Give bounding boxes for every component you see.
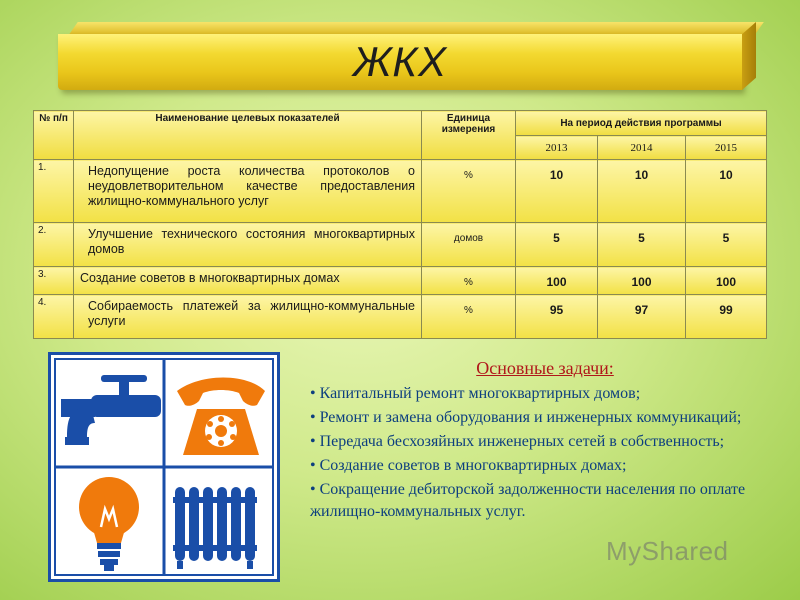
task-text: Капитальный ремонт многоквартирных домов;: [319, 385, 641, 402]
list-item: • Передача бесхозяйных инженерных сетей в собственность;: [310, 433, 725, 450]
row-unit: %: [422, 267, 516, 295]
row-value-2014: 10: [598, 160, 686, 223]
page-title: ЖКХ: [352, 38, 448, 85]
header-no: № п/п: [34, 111, 74, 160]
list-item: • Создание советов в многоквартирных домах;: [310, 457, 627, 474]
row-indicator-name: Собираемость платежей за жилищно-коммунальные услуги: [74, 295, 422, 339]
indicators-table: [33, 110, 767, 339]
row-value-2013: 5: [516, 223, 598, 267]
table-row: [34, 295, 767, 339]
row-number: 2.: [34, 223, 74, 267]
list-item: • Сокращение дебиторской задолженности населения по оплате жилищно-коммунальных услуг.: [310, 481, 746, 520]
header-year-2015: 2015: [686, 136, 767, 160]
table-row: [34, 223, 767, 267]
row-unit: %: [422, 295, 516, 339]
main-tasks-section: [310, 358, 780, 525]
task-text: Создание советов в многоквартирных домах;: [319, 457, 627, 474]
row-value-2013: 100: [516, 267, 598, 295]
header-year-2014: 2014: [598, 136, 686, 160]
row-value-2015: 99: [686, 295, 767, 339]
table-row: [34, 267, 767, 295]
row-value-2013: 10: [516, 160, 598, 223]
list-item: • Ремонт и замена оборудования и инженерных коммуникаций;: [310, 409, 742, 426]
watermark-text: MyShared: [606, 536, 729, 566]
row-indicator-name: Создание советов в многоквартирных домах: [74, 267, 422, 295]
header-period: На период действия программы: [516, 111, 767, 136]
utilities-pictogram: [48, 352, 280, 582]
light-bulb-icon: [79, 477, 139, 571]
watermark-logo: [606, 536, 729, 567]
row-number: 1.: [34, 160, 74, 223]
header-unit: Единица измерения: [422, 111, 516, 160]
row-value-2015: 100: [686, 267, 767, 295]
row-indicator-name: Улучшение технического состояния многоквартирных домов: [74, 223, 422, 267]
task-text: Передача бесхозяйных инженерных сетей в собственность;: [319, 433, 725, 450]
list-item: • Капитальный ремонт многоквартирных домов;: [310, 385, 641, 402]
tasks-list: [310, 383, 780, 523]
tasks-heading: Основные задачи:: [476, 358, 614, 378]
row-number: 3.: [34, 267, 74, 295]
header-year-2013: 2013: [516, 136, 598, 160]
radiator-icon: [173, 487, 257, 569]
task-text: Ремонт и замена оборудования и инженерных коммуникаций;: [319, 409, 742, 426]
row-value-2014: 100: [598, 267, 686, 295]
row-value-2014: 97: [598, 295, 686, 339]
title-banner: [58, 22, 756, 90]
row-number: 4.: [34, 295, 74, 339]
header-name: Наименование целевых показателей: [74, 111, 422, 160]
row-value-2013: 95: [516, 295, 598, 339]
row-indicator-name: Недопущение роста количества протоколов о неудовлетворительном качестве предоставления жилищно-коммунального услуг: [74, 160, 422, 223]
telephone-icon: [177, 378, 265, 456]
task-text: Сокращение дебиторской задолженности населения по оплате жилищно-коммунальных услуг.: [310, 481, 746, 520]
water-tap-icon: [61, 375, 161, 445]
row-value-2014: 5: [598, 223, 686, 267]
table-row: [34, 160, 767, 223]
row-value-2015: 5: [686, 223, 767, 267]
row-unit: домов: [422, 223, 516, 267]
row-value-2015: 10: [686, 160, 767, 223]
row-unit: %: [422, 160, 516, 223]
